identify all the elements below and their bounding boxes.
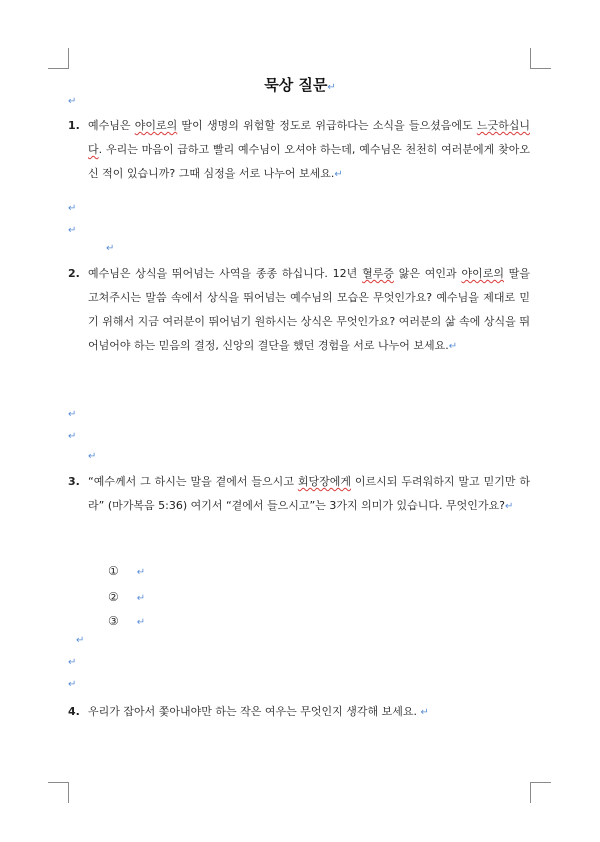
question-text: 예수님은 상식을 뛰어넘는 사역을 종종 하십니다. 12년 혈루증 앓은 여인과 야이로의 딸을 고쳐주시는 말씀 속에서 상식을 뛰어넘는 예수님의 모습은 무엇인가요? 예수님을 제대로 믿기 위해서 지금 여러분이 뛰어넘기 원하시는 상식은 무엇인가요? 여러분의 삶 속에 상식을 뛰어넘어야 하는 믿음의 결정, 신앙의 결단을 했던 경험을 서로 나누어 보세요.↵ xyxy=(88,267,530,352)
crop-mark-top-left xyxy=(48,48,69,69)
spellcheck-word: 회당장에게 xyxy=(297,475,351,488)
sub-item-marker: ② xyxy=(108,590,119,604)
sub-item-marker: ① xyxy=(108,564,119,578)
crop-mark-top-right xyxy=(530,48,551,69)
page-title[interactable] xyxy=(0,74,600,95)
paragraph-mark-icon: ↵ xyxy=(68,96,77,107)
question-text: “예수께서 그 하시는 말을 곁에서 들으시고 회당장에게 이르시되 두려워하지 말고 믿기만 하라” (마가복음 5:36) 여기서 “곁에서 들으시고”는 3가지 의미가 있습니다. 무엇인가요?↵ xyxy=(88,475,530,512)
paragraph-mark-icon: ↵ xyxy=(448,341,458,352)
sub-item-marker: ③ xyxy=(108,614,119,628)
crop-mark-bottom-left xyxy=(48,782,69,803)
question-number: 3. xyxy=(68,475,80,488)
question-3[interactable] xyxy=(68,470,530,519)
paragraph-mark-icon: ↵ xyxy=(76,635,85,646)
paragraph-mark-icon: ↵ xyxy=(88,451,97,462)
spellcheck-word: 야이로의 xyxy=(134,119,178,132)
crop-mark-bottom-right xyxy=(530,782,551,803)
question-2[interactable] xyxy=(68,262,530,359)
question-text: 예수님은 야이로의 딸이 생명의 위험할 정도로 위급하다는 소식을 들으셨음에도 느긋하십니다. 우리는 마음이 급하고 빨리 예수님이 오셔야 하는데, 예수님은 천천히 여러분에게 찾아오신 적이 있습니까? 그때 심정을 서로 나누어 보세요.↵ xyxy=(88,119,530,180)
spellcheck-word: 느긋하십니다 xyxy=(88,119,530,156)
paragraph-mark-icon: ↵ xyxy=(106,243,115,254)
question-number: 4. xyxy=(68,705,80,718)
spellcheck-word: 혈루증 xyxy=(362,267,394,280)
paragraph-mark-icon: ↵ xyxy=(136,567,146,578)
question-1[interactable] xyxy=(68,114,530,187)
paragraph-mark-icon: ↵ xyxy=(68,679,77,690)
sub-item-2[interactable] xyxy=(108,590,145,604)
paragraph-mark-icon: ↵ xyxy=(136,617,146,628)
paragraph-mark-icon: ↵ xyxy=(68,203,77,214)
paragraph-mark-icon: ↵ xyxy=(68,657,77,668)
question-number: 2. xyxy=(68,267,80,280)
paragraph-mark-icon: ↵ xyxy=(327,82,336,93)
paragraph-mark-icon: ↵ xyxy=(334,169,343,180)
question-number: 1. xyxy=(68,119,80,132)
sub-item-3[interactable] xyxy=(108,614,145,628)
spellcheck-word: 야이로의 xyxy=(461,267,504,280)
paragraph-mark-icon: ↵ xyxy=(136,593,146,604)
question-4[interactable] xyxy=(68,700,530,725)
paragraph-mark-icon: ↵ xyxy=(68,225,77,236)
paragraph-mark-icon: ↵ xyxy=(68,431,77,442)
paragraph-mark-icon: ↵ xyxy=(504,501,514,512)
question-text: 우리가 잡아서 쫓아내야만 하는 작은 여우는 무엇인지 생각해 보세요. ↵ xyxy=(88,705,429,718)
paragraph-mark-icon: ↵ xyxy=(420,707,429,718)
paragraph-mark-icon: ↵ xyxy=(68,409,77,420)
page-title-text: 묵상 질문 xyxy=(264,76,328,94)
sub-item-1[interactable] xyxy=(108,564,145,578)
